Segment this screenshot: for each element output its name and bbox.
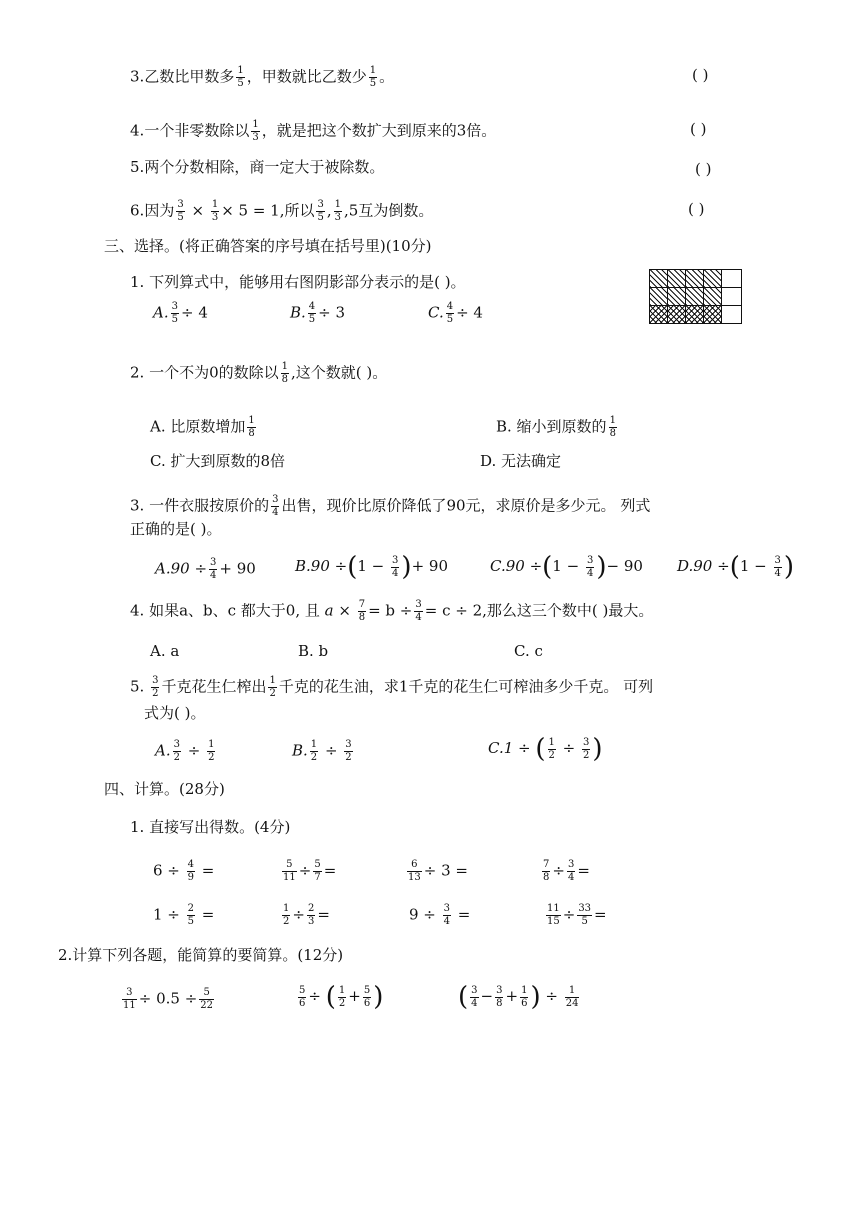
answer-paren[interactable]: ( ) <box>688 200 705 218</box>
s3-q3-text-2: 正确的是( )。 <box>130 520 222 538</box>
s3-q5-option-c[interactable]: C.1 ÷ ( $\frac{1}{2}$ ÷ $\frac{3}{2}$ ) <box>488 734 603 764</box>
s3-q2-option-b[interactable]: B. 缩小到原数的 $\frac{1}{8}$ <box>496 415 616 439</box>
s3-q1-text: 1. 下列算式中，能够用右图阴影部分表示的是( )。 <box>130 273 466 291</box>
s3-q5-option-a[interactable]: A. $\frac{3}{2}$ ÷ $\frac{1}{2}$ <box>155 739 215 763</box>
calc-item: $\frac{3}{11}$ ÷ 0.5 ÷ $\frac{5}{22}$ <box>123 987 213 1011</box>
answer-paren[interactable]: ( ) <box>695 160 712 178</box>
judge-q3: 3.乙数比甲数多 $\frac{1}{5}$ ，甲数就比乙数少 $\frac{1}{5}$ 。 <box>130 65 395 89</box>
s3-q2-option-d[interactable]: D. 无法确定 <box>480 452 562 470</box>
calc-item: $\frac{5}{11}$ ÷ $\frac{5}{7}$ = <box>283 859 337 883</box>
calc-item: $\frac{1}{2}$ ÷ $\frac{2}{3}$ = <box>283 903 330 927</box>
s3-q5-text-2: 式为( )。 <box>144 704 206 722</box>
calc-item: $\frac{11}{15}$ ÷ $\frac{33}{5}$ = <box>547 903 607 927</box>
s3-q4-option-a[interactable]: A. a <box>150 642 180 660</box>
judge-q6: 6.因为 $\frac{3}{5}$ × $\frac{1}{3}$ × 5 = 1,所以 $\frac{3}{5}$ , $\frac{1}{3}$ ,5互为倒数。 <box>130 199 434 223</box>
section4-title: 四、计算。(28分) <box>104 780 225 798</box>
s3-q2-option-c[interactable]: C. 扩大到原数的8倍 <box>150 452 286 470</box>
s3-q3-option-a[interactable]: A.90 ÷ $\frac{3}{4}$ + 90 <box>155 557 256 581</box>
calc-item: $\frac{6}{13}$ ÷ 3 = <box>408 859 468 883</box>
s4-q2-text: 2.计算下列各题，能简算的要简算。(12分) <box>58 946 344 964</box>
s3-q4-option-b[interactable]: B. b <box>298 642 329 660</box>
s3-q4-option-c[interactable]: C. c <box>514 642 543 660</box>
s3-q5-text: 5. $\frac{3}{2}$ 千克花生仁榨出 $\frac{1}{2}$ 千克的花生油，求1千克的花生仁可榨油多少千克。 可列 <box>130 675 654 699</box>
s3-q4-text: 4. 如果a、b、c 都大于0, 且 a × $\frac{7}{8}$ = b ÷ $\frac{3}{4}$ = c ÷ 2,那么这三个数中( )最大。 <box>130 599 654 623</box>
s3-q3-text: 3. 一件衣服按原价的 $\frac{3}{4}$ 出售，现价比原价降低了90元，求原价是多少元。 列式 <box>130 494 651 518</box>
calc-item: $\frac{7}{8}$ ÷ $\frac{3}{4}$ = <box>543 859 590 883</box>
answer-paren[interactable]: ( ) <box>690 120 707 138</box>
s3-q1-option-b[interactable]: B. $\frac{4}{5}$ ÷ 3 <box>290 301 346 325</box>
calc-item: $\frac{5}{6}$ ÷ ( $\frac{1}{2}$ + $\frac{5}{6}$ ) <box>299 982 384 1012</box>
judge-q5: 5.两个分数相除，商一定大于被除数。 <box>130 158 385 176</box>
s3-q1-option-c[interactable]: C. $\frac{4}{5}$ ÷ 4 <box>428 301 483 325</box>
s3-q1-option-a[interactable]: A. $\frac{3}{5}$ ÷ 4 <box>153 301 208 325</box>
section3-title: 三、选择。(将正确答案的序号填在括号里)(10分) <box>104 237 432 255</box>
calc-item: ( $\frac{3}{4}$ − $\frac{3}{8}$ + $\frac{1}{6}$ ) ÷ $\frac{1}{24}$ <box>458 982 579 1012</box>
shaded-grid-figure <box>649 269 742 324</box>
s3-q3-option-b[interactable]: B.90 ÷(1 − $\frac{3}{4}$ )+ 90 <box>295 552 448 582</box>
s3-q3-option-d[interactable]: D.90 ÷(1 − $\frac{3}{4}$ ) <box>677 552 795 582</box>
answer-paren[interactable]: ( ) <box>692 66 709 84</box>
calc-item: 6 ÷ $\frac{4}{9}$ = <box>153 859 215 883</box>
s3-q2-text: 2. 一个不为0的数除以 $\frac{1}{8}$ ,这个数就( )。 <box>130 361 388 385</box>
s3-q5-option-b[interactable]: B. $\frac{1}{2}$ ÷ $\frac{3}{2}$ <box>292 739 352 763</box>
judge-q4: 4.一个非零数除以 $\frac{1}{3}$ ，就是把这个数扩大到原来的3倍。 <box>130 119 497 143</box>
calc-item: 9 ÷ $\frac{3}{4}$ = <box>409 903 471 927</box>
calc-item: 1 ÷ $\frac{2}{5}$ = <box>153 903 215 927</box>
s3-q2-option-a[interactable]: A. 比原数增加 $\frac{1}{8}$ <box>150 415 255 439</box>
s3-q3-option-c[interactable]: C.90 ÷(1 − $\frac{3}{4}$ )− 90 <box>490 552 643 582</box>
s4-q1-text: 1. 直接写出得数。(4分) <box>130 818 291 836</box>
